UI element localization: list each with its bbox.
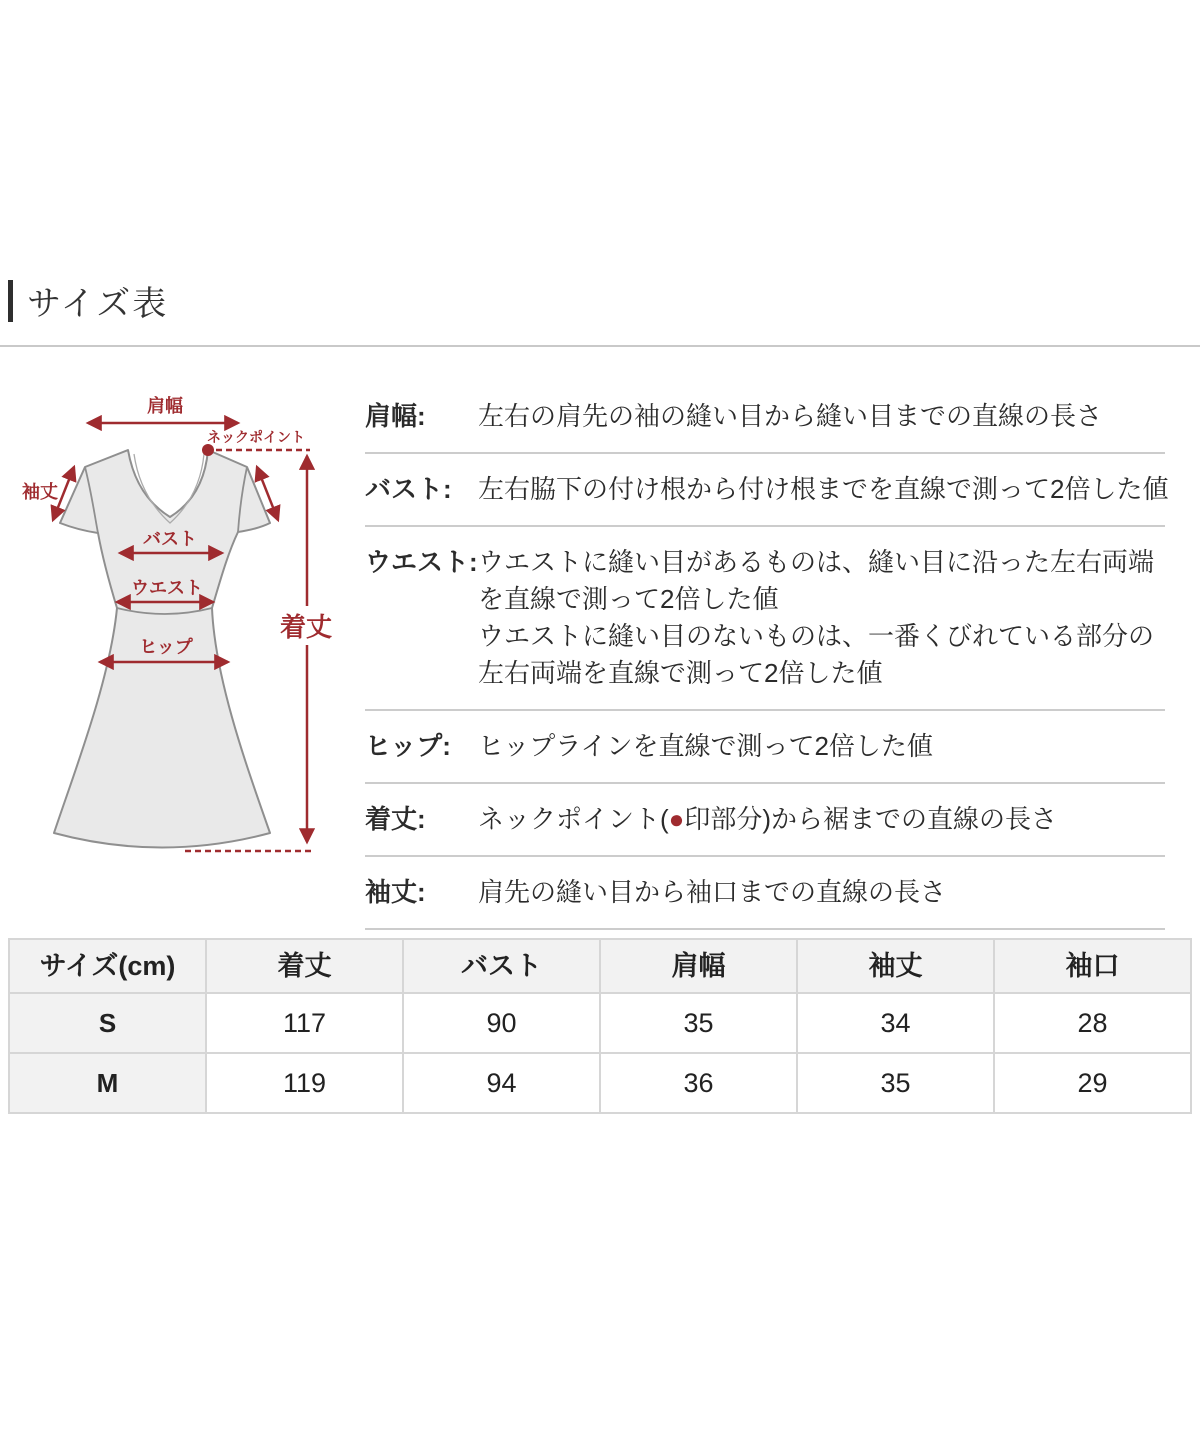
value-cell: 35	[600, 993, 797, 1053]
measurement-definitions	[365, 396, 1169, 930]
value-cell: 119	[206, 1053, 403, 1113]
page-title: サイズ表	[27, 285, 169, 323]
waist-label: ウエスト	[131, 578, 203, 598]
size-cell: S	[9, 993, 206, 1053]
section-title-wrap	[8, 276, 168, 325]
value-cell: 90	[403, 993, 600, 1053]
definition-term: ウエスト:	[365, 547, 478, 577]
column-header-length: 着丈	[206, 939, 403, 993]
definition-term: 肩幅:	[365, 401, 426, 431]
neck-point-label: ネックポイント	[207, 429, 305, 445]
definition-term: ヒップ:	[365, 731, 451, 761]
dress-measurement-diagram	[10, 390, 350, 870]
value-cell: 34	[797, 993, 994, 1053]
title-accent-bar	[8, 280, 13, 322]
definition-description	[478, 801, 1165, 838]
definition-line: 肩先の縫い目から袖口までの直線の長さ	[478, 877, 947, 907]
definition-row-bust	[365, 454, 1169, 527]
column-header-cuff: 袖口	[994, 939, 1191, 993]
value-cell: 35	[797, 1053, 994, 1113]
definition-text-before-dot: ネックポイント(	[478, 804, 669, 834]
definition-line: 左右両端を直線で測って2倍した値	[478, 658, 883, 688]
definition-description	[478, 874, 1165, 911]
definition-line: ウエストに縫い目のないものは、一番くびれている部分の	[478, 621, 1155, 651]
neck-point-dot-glyph: ●	[668, 804, 685, 834]
definition-line: ウエストに縫い目があるものは、縫い目に沿った左右両端	[478, 547, 1155, 577]
value-cell: 117	[206, 993, 403, 1053]
definition-text-after-dot: 印部分)から裾までの直線の長さ	[684, 804, 1058, 834]
definition-row-hip	[365, 711, 1165, 784]
definition-line: を直線で測って2倍した値	[478, 584, 779, 614]
value-cell: 36	[600, 1053, 797, 1113]
definition-line: 左右脇下の付け根から付け根までを直線で測って2倍した値	[478, 474, 1169, 504]
size-table-header-row	[9, 939, 1191, 993]
sleeve-length-label: 袖丈	[22, 482, 58, 502]
table-row-size-m	[9, 1053, 1191, 1113]
bust-label: バスト	[143, 529, 197, 549]
definition-line	[478, 801, 1165, 838]
size-table	[8, 938, 1192, 1114]
definition-description	[478, 471, 1168, 508]
column-header-shoulder: 肩幅	[600, 939, 797, 993]
garment-length-label: 着丈	[279, 612, 333, 642]
definition-row-sleeve	[365, 857, 1165, 930]
definition-line: ヒップラインを直線で測って2倍した値	[478, 731, 933, 761]
definition-description	[478, 398, 1165, 435]
value-cell: 28	[994, 993, 1191, 1053]
definition-term: 袖丈:	[365, 877, 426, 907]
definition-row-length	[365, 784, 1165, 857]
neck-point-dot	[202, 444, 214, 456]
definition-description	[478, 728, 1165, 765]
definition-line: 左右の肩先の袖の縫い目から縫い目までの直線の長さ	[478, 401, 1103, 431]
column-header-bust: バスト	[403, 939, 600, 993]
definition-term: バスト:	[365, 474, 452, 504]
shoulder-width-label: 肩幅	[147, 396, 183, 416]
title-divider	[0, 345, 1200, 347]
definition-term: 着丈:	[365, 804, 426, 834]
definition-row-shoulder	[365, 396, 1165, 454]
column-header-sleeve-length: 袖丈	[797, 939, 994, 993]
hip-label: ヒップ	[139, 637, 193, 657]
column-header-size: サイズ(cm)	[9, 939, 206, 993]
definition-description	[478, 544, 1165, 692]
value-cell: 29	[994, 1053, 1191, 1113]
definition-row-waist	[365, 527, 1165, 711]
value-cell: 94	[403, 1053, 600, 1113]
table-row-size-s	[9, 993, 1191, 1053]
size-cell: M	[9, 1053, 206, 1113]
